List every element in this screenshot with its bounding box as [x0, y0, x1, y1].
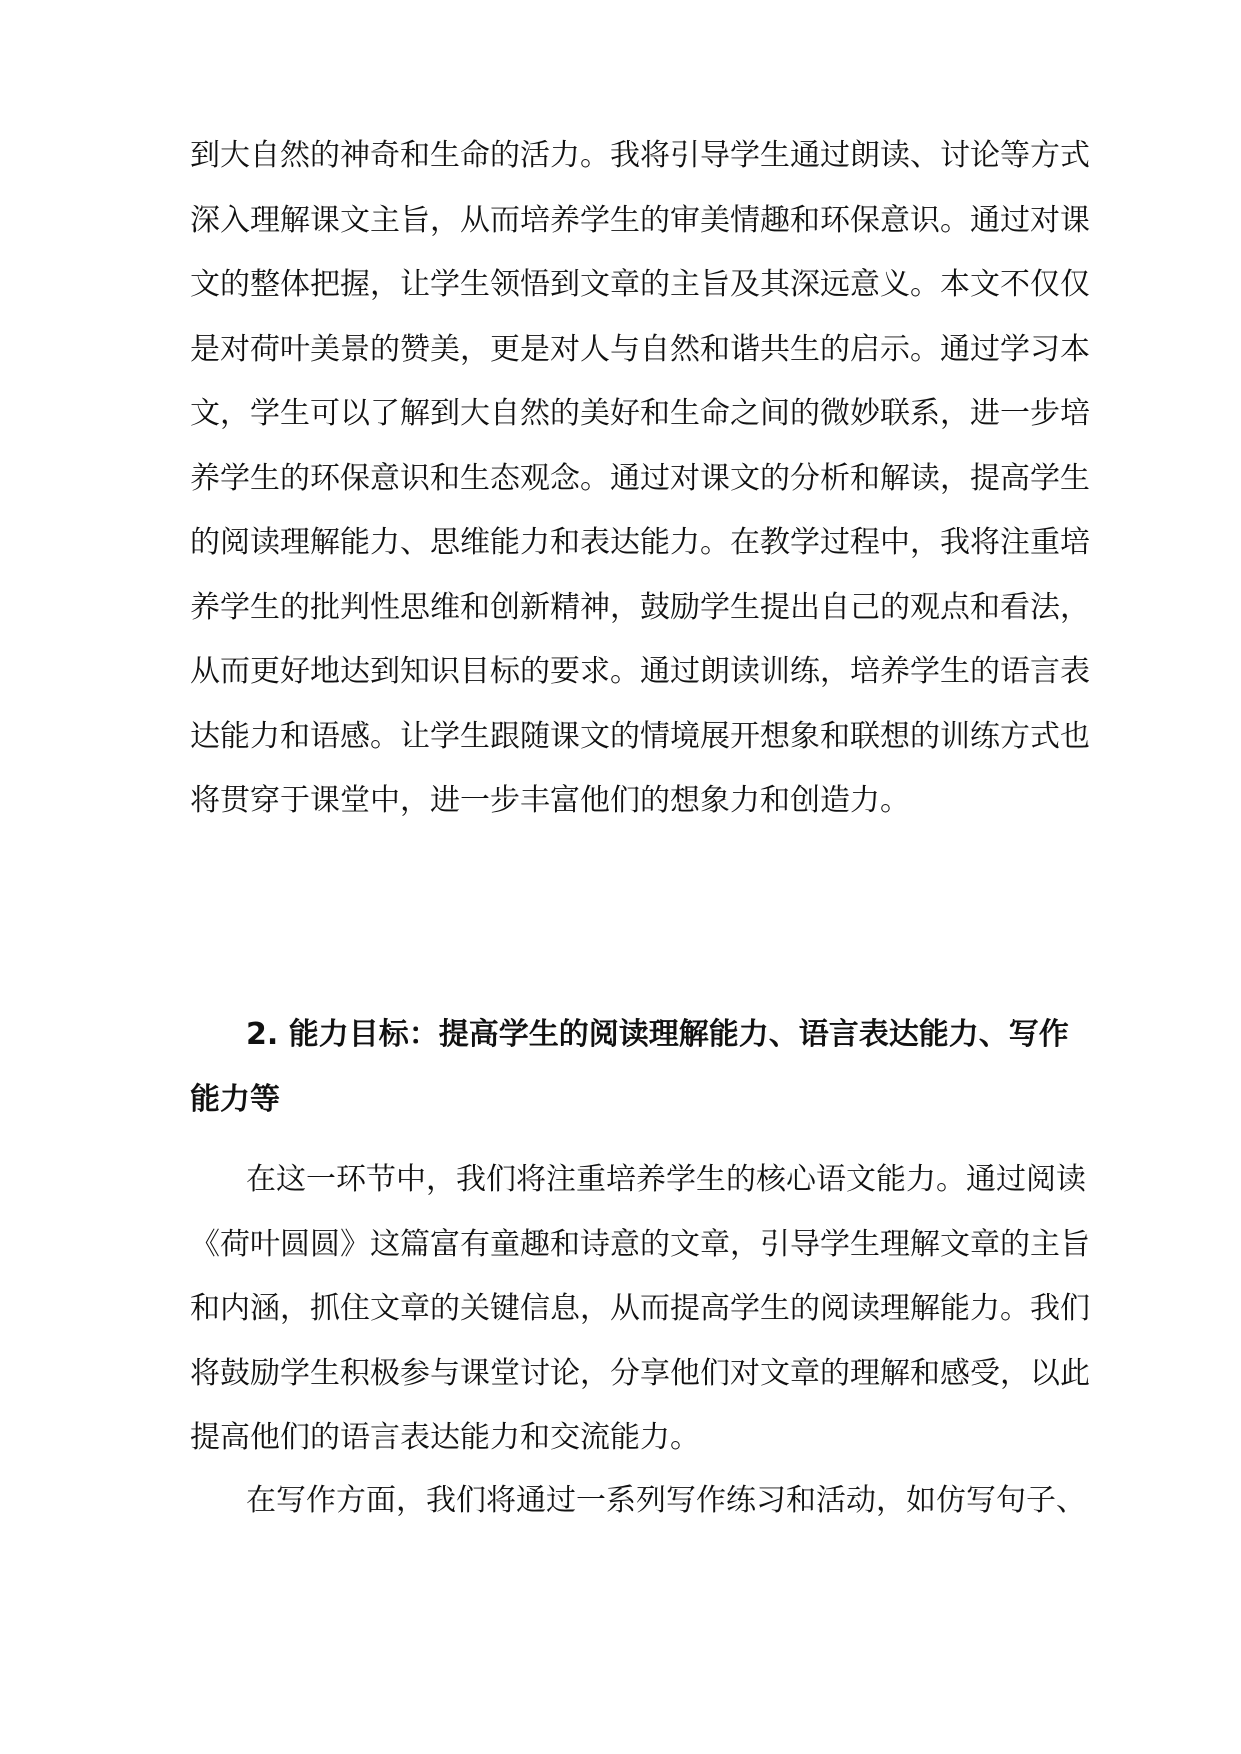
paragraph-1 [190, 124, 1090, 834]
paragraph-line: 达能力和语感。让学生跟随课文的情境展开想象和联想的训练方式也 [190, 718, 1090, 754]
paragraph-line: 文的整体把握，让学生领悟到文章的主旨及其深远意义。本文不仅仅 [190, 267, 1090, 302]
paragraph-line: 和内涵，抓住文章的关键信息，从而提高学生的阅读理解能力。我们 [190, 1291, 1090, 1326]
paragraph-line: 将鼓励学生积极参与课堂讨论，分享他们对文章的理解和感受，以此 [190, 1355, 1090, 1391]
paragraph-line: 到大自然的神奇和生命的活力。我将引导学生通过朗读、讨论等方式 [190, 138, 1090, 173]
paragraph-3 [190, 1469, 1086, 1534]
paragraph-line: 养学生的环保意识和生态观念。通过对课文的分析和解读，提高学生 [190, 460, 1090, 496]
paragraph-line: 文，学生可以了解到大自然的美好和生命之间的微妙联系，进一步培 [190, 396, 1090, 431]
section-heading [190, 1003, 1069, 1132]
paragraph-line: 养学生的批判性思维和创新精神，鼓励学生提出自己的观点和看法， [190, 589, 1090, 625]
paragraph-line: 是对荷叶美景的赞美，更是对人与自然和谐共生的启示。通过学习本 [190, 331, 1090, 367]
paragraph-line: 在写作方面，我们将通过一系列写作练习和活动，如仿写句子、 [246, 1483, 1086, 1518]
paragraph-line: 《荷叶圆圆》这篇富有童趣和诗意的文章，引导学生理解文章的主旨 [190, 1226, 1090, 1262]
heading-line: 2. 能力目标：提高学生的阅读理解能力、语言表达能力、写作 [246, 1017, 1069, 1052]
paragraph-line: 深入理解课文主旨，从而培养学生的审美情趣和环保意识。通过对课 [190, 202, 1090, 238]
paragraph-line: 在这一环节中，我们将注重培养学生的核心语文能力。通过阅读 [246, 1162, 1086, 1197]
paragraph-2 [190, 1148, 1090, 1471]
heading-line: 能力等 [190, 1081, 280, 1117]
paragraph-line: 提高他们的语言表达能力和交流能力。 [190, 1420, 700, 1455]
paragraph-line: 从而更好地达到知识目标的要求。通过朗读训练，培养学生的语言表 [190, 654, 1090, 689]
paragraph-line: 的阅读理解能力、思维能力和表达能力。在教学过程中，我将注重培 [190, 525, 1090, 560]
paragraph-line: 将贯穿于课堂中，进一步丰富他们的想象力和创造力。 [190, 783, 910, 818]
